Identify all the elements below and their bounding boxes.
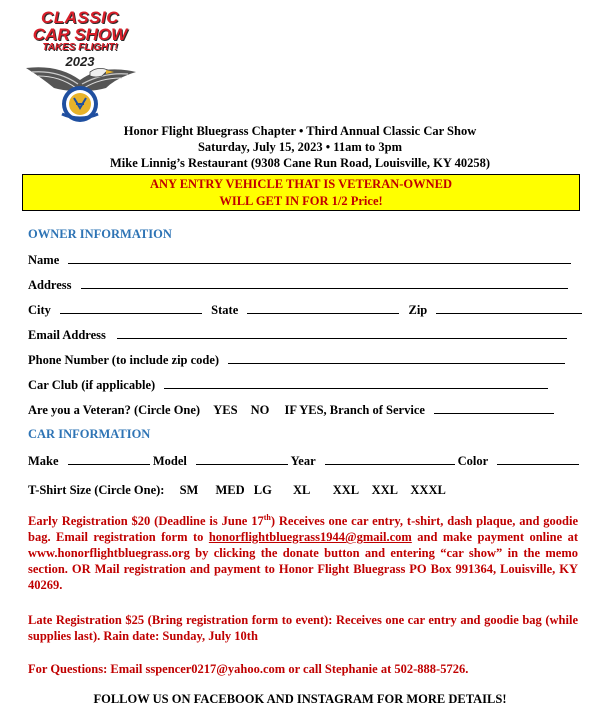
name-row	[28, 252, 571, 268]
email-label: Email Address	[28, 328, 106, 342]
veteran-yes-option[interactable]: YES	[213, 403, 238, 417]
model-label: Model	[152, 454, 187, 468]
eagle-seal-icon	[18, 62, 142, 124]
banner-line-2: WILL GET IN FOR 1/2 Price!	[219, 194, 383, 208]
tshirt-row	[28, 483, 446, 498]
banner-line-1: ANY ENTRY VEHICLE THAT IS VETERAN-OWNED	[149, 177, 453, 191]
event-date: Saturday, July 15, 2023 • 11am to 3pm	[197, 140, 403, 154]
veteran-no-option[interactable]: NO	[250, 403, 270, 417]
color-label: Color	[457, 454, 488, 468]
phone-row	[28, 352, 565, 368]
early-text-c: and make payment online at www.honorflightbluegrass.org by clicking the donate button and entering “car show” in the memo section. OR Mail registration and payment to Honor Flight Bluegrass PO Box 991364, Louisville, KY 40269.	[28, 530, 578, 593]
make-label: Make	[28, 454, 59, 468]
make-field[interactable]	[68, 453, 150, 465]
late-registration-paragraph: Late Registration $25 (Bring registration form to event): Receives one car entry and goodie bag (while supplies last). Rain date: Sunday, July 10th	[28, 613, 578, 643]
name-label: Name	[28, 253, 60, 267]
event-logo	[18, 6, 142, 122]
logo-line-car-show: CAR SHOW	[32, 25, 128, 44]
tshirt-label: T-Shirt Size (Circle One):	[28, 483, 165, 497]
model-field[interactable]	[196, 453, 288, 465]
email-field[interactable]	[117, 327, 567, 339]
early-registration-paragraph	[28, 510, 578, 593]
owner-section-title: OWNER INFORMATION	[28, 227, 172, 241]
car-club-row	[28, 377, 548, 393]
early-text-sup: th	[263, 513, 271, 522]
logo-year: 2023	[65, 54, 95, 69]
state-label: State	[211, 303, 239, 317]
car-club-label: Car Club (if applicable)	[28, 378, 156, 392]
branch-field[interactable]	[434, 402, 554, 414]
size-option[interactable]: MED	[215, 483, 245, 497]
address-row	[28, 277, 568, 293]
city-label: City	[28, 303, 51, 317]
early-text-b: ) Receives one car entry, t-shirt, dash plaque, and goodie bag. Email registration form to	[28, 514, 578, 545]
size-option[interactable]: SM	[179, 483, 199, 497]
city-field[interactable]	[60, 302, 202, 314]
email-row	[28, 327, 567, 343]
logo-line-takes-flight: TAKES FLIGHT!	[42, 42, 118, 53]
veteran-discount-banner	[22, 174, 580, 211]
size-option[interactable]: XXXL	[410, 483, 446, 497]
size-option[interactable]: XL	[292, 483, 310, 497]
car-details-row	[28, 453, 579, 469]
name-field[interactable]	[68, 252, 571, 264]
zip-label: Zip	[408, 303, 428, 317]
branch-label: IF YES, Branch of Service	[284, 403, 425, 417]
social-footer: FOLLOW US ON FACEBOOK AND INSTAGRAM FOR MORE DETAILS!	[93, 692, 507, 706]
size-option[interactable]: XXL	[371, 483, 398, 497]
phone-label: Phone Number (to include zip code)	[28, 353, 220, 367]
logo-line-classic: CLASSIC	[40, 8, 120, 27]
questions-line: For Questions: Email sspencer0217@yahoo.com or call Stephanie at 502-888-5726.	[28, 662, 469, 676]
size-option[interactable]: LG	[253, 483, 272, 497]
car-section-title: CAR INFORMATION	[28, 427, 151, 441]
registration-email-link[interactable]: honorflightbluegrass1944@gmail.com	[208, 530, 412, 545]
state-field[interactable]	[247, 302, 399, 314]
car-club-field[interactable]	[164, 377, 548, 389]
veteran-question: Are you a Veteran? (Circle One)	[28, 403, 201, 417]
early-text-a: Early Registration $20 (Deadline is June 17	[28, 514, 264, 529]
address-field[interactable]	[81, 277, 568, 289]
event-title: Honor Flight Bluegrass Chapter • Third Annual Classic Car Show	[123, 124, 477, 138]
zip-field[interactable]	[436, 302, 582, 314]
year-label: Year	[290, 454, 316, 468]
color-field[interactable]	[497, 453, 579, 465]
event-location: Mike Linnig’s Restaurant (9308 Cane Run Road, Louisville, KY 40258)	[109, 156, 490, 170]
size-option[interactable]: XXL	[332, 483, 359, 497]
city-state-zip-row	[28, 302, 582, 318]
phone-field[interactable]	[228, 352, 565, 364]
veteran-row	[28, 402, 554, 418]
year-field[interactable]	[325, 453, 455, 465]
address-label: Address	[28, 278, 72, 292]
